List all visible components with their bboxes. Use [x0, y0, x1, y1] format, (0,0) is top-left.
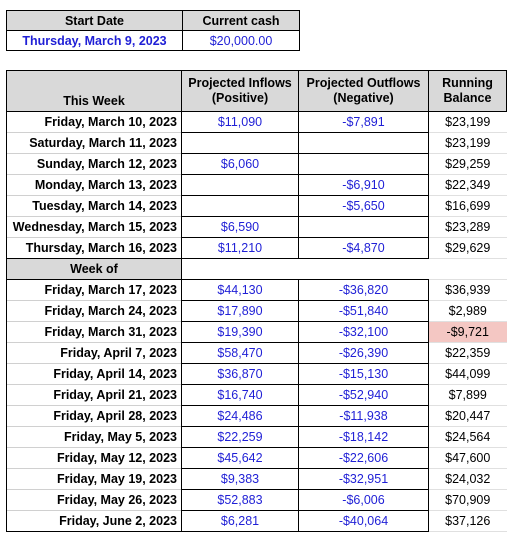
date-cell[interactable]: Wednesday, March 15, 2023 [7, 217, 182, 238]
outflow-cell[interactable]: -$6,910 [299, 175, 429, 196]
table-row [7, 406, 507, 427]
table-row [7, 133, 507, 154]
summary-table [6, 10, 300, 51]
inflow-cell[interactable]: $17,890 [182, 301, 299, 322]
date-cell[interactable]: Friday, March 31, 2023 [7, 322, 182, 343]
inflow-cell[interactable] [182, 133, 299, 154]
balance-cell[interactable]: $22,349 [429, 175, 507, 196]
balance-cell[interactable]: $22,359 [429, 343, 507, 364]
date-cell[interactable]: Friday, May 19, 2023 [7, 469, 182, 490]
date-cell[interactable]: Tuesday, March 14, 2023 [7, 196, 182, 217]
date-cell[interactable]: Friday, April 21, 2023 [7, 385, 182, 406]
outflow-cell[interactable]: -$18,142 [299, 427, 429, 448]
inflow-cell[interactable]: $11,090 [182, 112, 299, 133]
inflow-cell[interactable]: $36,870 [182, 364, 299, 385]
date-cell[interactable]: Thursday, March 16, 2023 [7, 238, 182, 259]
outflow-cell[interactable]: -$22,606 [299, 448, 429, 469]
table-row [7, 511, 507, 532]
balance-cell[interactable]: $23,289 [429, 217, 507, 238]
date-cell[interactable]: Friday, March 10, 2023 [7, 112, 182, 133]
table-row [7, 490, 507, 511]
start-date-cell[interactable]: Thursday, March 9, 2023 [7, 31, 183, 51]
inflow-cell[interactable]: $16,740 [182, 385, 299, 406]
outflow-cell[interactable] [299, 154, 429, 175]
inflow-cell[interactable]: $58,470 [182, 343, 299, 364]
balance-cell[interactable]: $36,939 [429, 280, 507, 301]
inflow-cell[interactable] [182, 196, 299, 217]
date-cell[interactable]: Monday, March 13, 2023 [7, 175, 182, 196]
table-row [7, 343, 507, 364]
table-row [7, 448, 507, 469]
week-of-header[interactable]: Week of [7, 259, 182, 280]
date-cell[interactable]: Friday, March 24, 2023 [7, 301, 182, 322]
outflow-cell[interactable]: -$32,951 [299, 469, 429, 490]
table-row [7, 196, 507, 217]
outflow-cell[interactable]: -$52,940 [299, 385, 429, 406]
outflow-cell[interactable]: -$4,870 [299, 238, 429, 259]
date-cell[interactable]: Friday, June 2, 2023 [7, 511, 182, 532]
balance-cell[interactable]: $29,629 [429, 238, 507, 259]
balance-cell[interactable]: $24,564 [429, 427, 507, 448]
date-cell[interactable]: Friday, May 26, 2023 [7, 490, 182, 511]
date-cell[interactable]: Friday, April 14, 2023 [7, 364, 182, 385]
current-cash-cell[interactable]: $20,000.00 [183, 31, 300, 51]
table-row [7, 469, 507, 490]
balance-header[interactable]: Running Balance [429, 71, 507, 112]
table-row [7, 364, 507, 385]
outflow-cell[interactable]: -$5,650 [299, 196, 429, 217]
inflow-cell[interactable]: $9,383 [182, 469, 299, 490]
table-row [7, 154, 507, 175]
balance-cell[interactable]: $23,199 [429, 133, 507, 154]
date-cell[interactable]: Saturday, March 11, 2023 [7, 133, 182, 154]
table-row [7, 217, 507, 238]
outflow-cell[interactable] [299, 133, 429, 154]
outflow-cell[interactable]: -$7,891 [299, 112, 429, 133]
date-cell[interactable]: Friday, April 28, 2023 [7, 406, 182, 427]
table-row [7, 427, 507, 448]
table-row [7, 385, 507, 406]
outflow-cell[interactable]: -$36,820 [299, 280, 429, 301]
date-cell[interactable]: Friday, March 17, 2023 [7, 280, 182, 301]
balance-cell[interactable]: $20,447 [429, 406, 507, 427]
balance-cell[interactable]: $47,600 [429, 448, 507, 469]
inflow-cell[interactable]: $45,642 [182, 448, 299, 469]
table-row [7, 175, 507, 196]
date-cell[interactable]: Friday, April 7, 2023 [7, 343, 182, 364]
start-date-header[interactable]: Start Date [7, 11, 183, 31]
inflow-cell[interactable]: $44,130 [182, 280, 299, 301]
table-row [7, 280, 507, 301]
balance-cell[interactable]: -$9,721 [429, 322, 507, 343]
balance-cell[interactable]: $24,032 [429, 469, 507, 490]
inflow-cell[interactable]: $6,281 [182, 511, 299, 532]
outflow-cell[interactable]: -$26,390 [299, 343, 429, 364]
date-cell[interactable]: Friday, May 12, 2023 [7, 448, 182, 469]
outflow-cell[interactable] [299, 217, 429, 238]
inflow-cell[interactable]: $24,486 [182, 406, 299, 427]
table-row [7, 301, 507, 322]
cash-flow-table [6, 70, 507, 532]
outflow-cell[interactable]: -$11,938 [299, 406, 429, 427]
inflow-cell[interactable]: $6,590 [182, 217, 299, 238]
balance-cell[interactable]: $70,909 [429, 490, 507, 511]
empty-cell[interactable] [182, 259, 299, 280]
this-week-header[interactable]: This Week [7, 71, 182, 112]
date-cell[interactable]: Friday, May 5, 2023 [7, 427, 182, 448]
date-cell[interactable]: Sunday, March 12, 2023 [7, 154, 182, 175]
inflows-header[interactable]: Projected Inflows (Positive) [182, 71, 299, 112]
header-row [7, 71, 507, 112]
week-of-row [7, 259, 507, 280]
table-row [7, 112, 507, 133]
balance-cell[interactable]: $37,126 [429, 511, 507, 532]
table-row [7, 238, 507, 259]
empty-cell[interactable] [299, 259, 429, 280]
outflow-cell[interactable]: -$15,130 [299, 364, 429, 385]
table-row [7, 322, 507, 343]
balance-cell[interactable]: $23,199 [429, 112, 507, 133]
inflow-cell[interactable]: $11,210 [182, 238, 299, 259]
balance-cell[interactable]: $29,259 [429, 154, 507, 175]
inflow-cell[interactable]: $52,883 [182, 490, 299, 511]
balance-cell[interactable]: $7,899 [429, 385, 507, 406]
outflow-cell[interactable]: -$6,006 [299, 490, 429, 511]
balance-cell[interactable]: $44,099 [429, 364, 507, 385]
balance-cell[interactable]: $2,989 [429, 301, 507, 322]
outflow-cell[interactable]: -$40,064 [299, 511, 429, 532]
inflow-cell[interactable]: $22,259 [182, 427, 299, 448]
current-cash-header[interactable]: Current cash [183, 11, 300, 31]
empty-cell[interactable] [429, 259, 507, 280]
inflow-cell[interactable]: $6,060 [182, 154, 299, 175]
outflow-cell[interactable]: -$51,840 [299, 301, 429, 322]
balance-cell[interactable]: $16,699 [429, 196, 507, 217]
inflow-cell[interactable]: $19,390 [182, 322, 299, 343]
inflow-cell[interactable] [182, 175, 299, 196]
outflow-cell[interactable]: -$32,100 [299, 322, 429, 343]
outflows-header[interactable]: Projected Outflows (Negative) [299, 71, 429, 112]
